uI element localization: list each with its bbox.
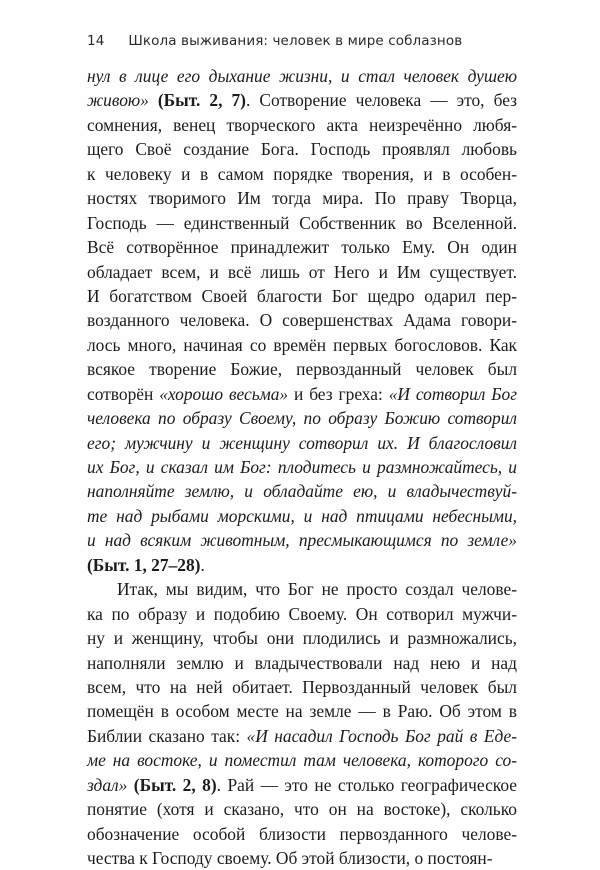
text-run: и без греха: [288,383,389,404]
running-header [87,33,517,49]
text-line [87,748,517,772]
text-line [87,455,517,479]
italic-quote: здал» [87,774,128,795]
text-line [87,651,517,675]
italic-quote: «И насадил Господь Бог рай в Еде- [246,725,517,746]
text-run [398,433,407,453]
text-line [87,406,517,430]
text-line [87,504,517,528]
text-line [87,382,517,406]
text-run: обозначение особой близости первозданного челове- [87,823,517,844]
text-line [87,724,517,748]
scripture-reference: (Быт. 2, 7) [157,90,246,111]
text-line [87,479,517,503]
text-run: щего Своё создание Бога. Господь проявлял любовь [87,139,517,160]
text-run: наполняли землю и владычествовали над нею и над [87,652,517,673]
text-line [87,699,517,723]
book-title: Школа выживания: человек в мире соблазнов [128,33,463,49]
italic-quote: те над рыбами морскими, и над птицами небесными, [87,505,517,526]
text-line [87,333,517,357]
text-run: всем, что на ней обитает. Первозданный человек был [87,676,517,697]
text-run: . Рай — это не столько географическое [216,774,517,795]
text-run: к человеку и в самом порядке творения, и в особен- [87,163,517,184]
italic-quote: наполняйте землю, и обладайте ею, и владычествуй- [87,481,517,502]
text-run: сомнения, венец творческого акта неизречённо любя- [87,114,517,135]
text-run: ка по образу и подобию Своему. Он сотворил мужчи- [87,603,517,624]
text-line [87,822,517,846]
text-run: Всё сотворённое принадлежит только Ему. Он один [87,237,517,258]
text-line [87,284,517,308]
text-run: возданного человека. О совершенствах Адама говори- [87,310,517,331]
italic-quote: и над всяким животным, пресмыкающимся по земле» [87,530,517,551]
italic-quote: человека по образу Своему, по образу Божию сотворил [87,408,517,429]
text-line [87,675,517,699]
text-run: ну и женщину, чтобы они плодились и размножались, [87,628,517,649]
text-run [149,90,158,110]
text-line [87,64,517,88]
italic-quote: живою» [87,90,149,111]
text-line [87,211,517,235]
italic-quote: его; мужчину и женщину сотворил их. [87,432,399,453]
scripture-reference: (Быт. 2, 8) [133,774,217,795]
text-line [87,113,517,137]
text-line [87,88,517,112]
text-run: обладает всем, и всё лишь от Него и Им существует. [87,261,517,282]
text-line [87,577,517,601]
text-run: . Сотворение человека — это, без [245,90,517,111]
text-line [87,602,517,626]
scripture-reference: (Быт. 1, 27–28) [87,554,201,575]
text-line [87,431,517,455]
text-run: лось много, начиная со времён первых богословов. Как [87,334,517,355]
text-run: сотворён [87,383,160,404]
text-run: понятие (хотя и сказано, что он на востоке), сколько [87,799,517,820]
text-line [87,137,517,161]
text-line [87,186,517,210]
text-line [87,162,517,186]
body-text [87,64,517,870]
text-line [87,260,517,284]
text-line [87,308,517,332]
italic-quote: их Бог, и сказал им Бог: плодитесь и размножайтесь, и [87,457,517,477]
italic-quote: ме на востоке, и поместил там человека, которого со- [87,750,517,771]
text-run: И богатством Своей благости Бог щедро одарил пер- [87,285,517,306]
text-run: Библии сказано так: [87,725,247,746]
italic-quote: «хорошо весьма» [159,383,289,404]
text-run: Итак, мы видим, что Бог не просто создал челове- [117,579,517,600]
text-line [87,773,517,797]
text-line [87,626,517,650]
text-run: всякое творение Божие, первозданный человек был [87,359,517,380]
italic-quote: «И сотворил Бог [388,383,518,404]
text-run: чества к Господу своему. Об этой близости, о постоян- [87,848,493,868]
text-line [87,553,517,577]
italic-quote: нул в лице его дыхание жизни, и стал человек душею [87,66,517,86]
italic-quote: И благословил [407,432,517,453]
text-line [87,797,517,821]
text-line [87,235,517,259]
text-run: помещён в особом месте на земле — в Раю. Об этом в [87,701,517,722]
text-line [87,528,517,552]
text-line [87,846,517,870]
text-line [87,357,517,381]
text-run: . [200,554,205,575]
text-run: Господь — единственный Собственник во Вселенной. [87,212,517,233]
page-number: 14 [87,33,105,49]
text-run: ностях творимого Им тогда мира. По праву Творца, [87,188,517,209]
